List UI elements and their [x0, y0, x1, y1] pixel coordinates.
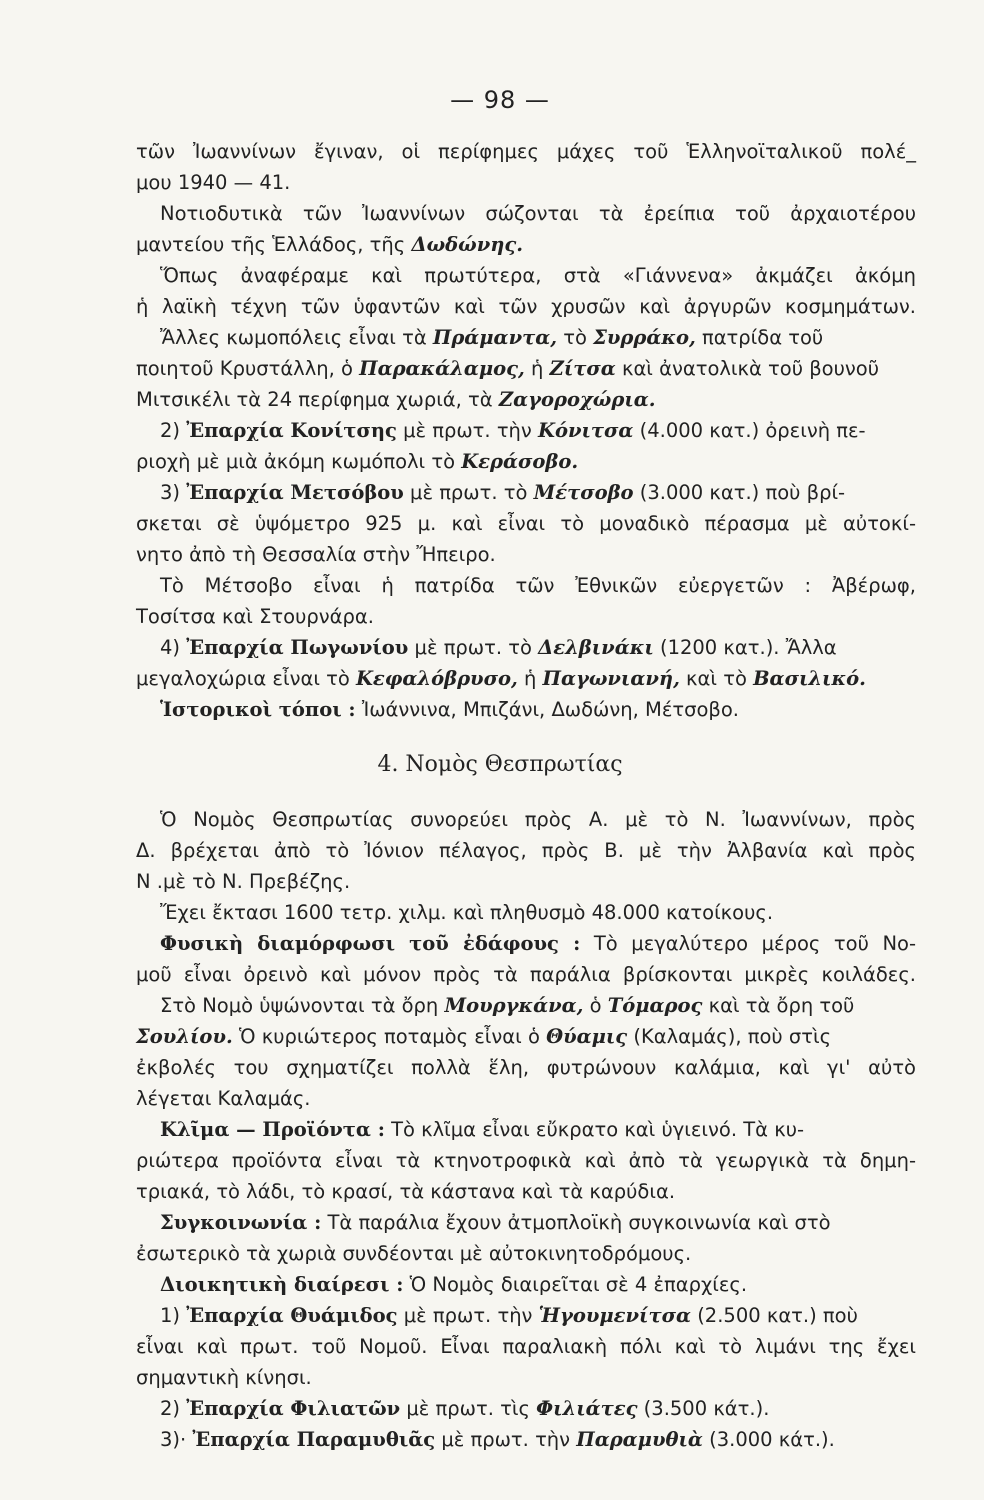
text-line: τῶν Ἰωαννίνων ἔγιναν, οἱ περίφημες μάχες τοῦ Ἑλληνοϊταλικοῦ πολέ_	[136, 140, 916, 163]
text-run: Ὁ κυριώτερος ποταμὸς εἶναι ὁ	[232, 1025, 547, 1048]
text-run: (2.500 κατ.) ποὺ	[691, 1304, 858, 1327]
place-name: Συρράκο,	[593, 326, 696, 349]
text-run: (Καλαμάς), ποὺ στὶς	[627, 1025, 832, 1048]
text-line: Τὸ Μέτσοβο εἶναι ἡ πατρίδα τῶν Ἐθνικῶν εὐεργετῶν : Ἀβέρωφ,	[160, 574, 916, 597]
text-run: (4.000 κατ.) ὀρεινὴ πε-	[633, 419, 866, 442]
text-run: 3)·	[160, 1428, 193, 1451]
text-run: ποιητοῦ Κρυστάλλη, ὁ	[136, 357, 360, 380]
place-name: Δωδώνης.	[411, 233, 524, 256]
text-line: Δ. βρέχεται ἀπὸ τὸ Ἰόνιον πέλαγος, πρὸς Β. μὲ τὴν Ἀλβανία καὶ πρὸς	[136, 839, 916, 862]
text-run: μὲ πρωτ. τὶς	[400, 1397, 537, 1420]
text-run: Τὰ παράλια ἔχουν ἀτμοπλοϊκὴ συγκοινωνία καὶ στὸ	[321, 1211, 831, 1234]
text-run: 2)	[160, 1397, 187, 1420]
text-run: μὲ πρωτ. τὸ	[408, 636, 539, 659]
text-line: σκεται σὲ ὑψόμετρο 925 μ. καὶ εἶναι τὸ μοναδικὸ πέρασμα μὲ αὐτοκί-	[136, 512, 916, 535]
text-run: Μιτσικέλι τὰ 24 περίφημα χωριά, τὰ	[136, 388, 499, 411]
text-run: μὲ πρωτ. τὴν	[435, 1428, 577, 1451]
text-line	[160, 481, 916, 505]
place-name: Πράμαντα,	[432, 326, 558, 349]
text-line	[136, 357, 916, 381]
text-run: 3)	[160, 481, 187, 504]
district-name: Ἐπαρχία Φιλιατῶν	[186, 1397, 401, 1420]
place-name: Παρακάλαμος,	[359, 357, 525, 380]
section-label: Κλῖμα — Προϊόντα :	[160, 1118, 385, 1141]
text-run: (3.000 κάτ.).	[702, 1428, 835, 1451]
place-name: Σουλίου.	[136, 1025, 233, 1048]
text-line	[160, 932, 916, 956]
text-run: 1)	[160, 1304, 187, 1327]
place-name: Ἡγουμενίτσα	[538, 1304, 691, 1327]
text-line	[160, 1428, 916, 1452]
text-run: καὶ ἀνατολικὰ τοῦ βουνοῦ	[615, 357, 879, 380]
text-run: μὲ πρωτ. τὴν	[396, 419, 539, 442]
text-run: (3.000 κατ.) ποὺ βρί-	[633, 481, 846, 504]
text-line	[136, 388, 916, 412]
text-run: μὲ πρωτ. τὴν	[397, 1304, 539, 1327]
place-name: Παγωνιανή,	[542, 667, 680, 690]
text-line	[160, 636, 916, 660]
text-run: ἡ	[517, 667, 543, 690]
place-name: Θύαμις	[546, 1025, 628, 1048]
place-name: Τόμαρος	[607, 994, 703, 1017]
text-line: ριώτερα προϊόντα εἶναι τὰ κτηνοτροφικὰ καὶ ἀπὸ τὰ γεωργικὰ τὰ δημη-	[136, 1149, 916, 1172]
section-label: Διοικητικὴ διαίρεσι :	[160, 1273, 404, 1296]
text-line: Ὅπως ἀναφέραμε καὶ πρωτύτερα, στὰ «Γιάννενα» ἀκμάζει ἀκόμη	[160, 264, 916, 287]
district-name: Ἐπαρχία Πωγωνίου	[186, 636, 409, 659]
text-line: Νοτιοδυτικὰ τῶν Ἰωαννίνων σώζονται τὰ ἐρείπια τοῦ ἀρχαιοτέρου	[160, 202, 916, 225]
text-line: λέγεται Καλαμάς.	[136, 1087, 311, 1110]
text-line	[136, 1025, 916, 1049]
text-line: ἐκβολές του σχηματίζει πολλὰ ἕλη, φυτρώνουν καλάμια, καὶ γι' αὐτὸ	[136, 1056, 916, 1079]
text-line	[160, 1118, 916, 1142]
text-line: Τοσίτσα καὶ Στουρνάρα.	[136, 605, 374, 628]
text-line: μου 1940 — 41.	[136, 171, 291, 194]
text-line	[136, 667, 916, 691]
text-line: ἡ λαϊκὴ τέχνη τῶν ὑφαντῶν καὶ τῶν χρυσῶν καὶ ἀργυρῶν κοσμημάτων.	[136, 295, 916, 318]
text-line: εἶναι καὶ πρωτ. τοῦ Νομοῦ. Εἶναι παραλιακὴ πόλι καὶ τὸ λιμάνι της ἔχει	[136, 1335, 916, 1358]
text-line: τριακά, τὸ λάδι, τὸ κρασί, τὰ κάστανα καὶ τὰ καρύδια.	[136, 1180, 676, 1203]
section-label: Συγκοινωνία :	[160, 1211, 322, 1234]
text-run: μαντείου τῆς Ἑλλάδος, τῆς	[136, 233, 412, 256]
place-name: Φιλιάτες	[536, 1397, 638, 1420]
text-line	[160, 1397, 916, 1421]
text-line	[160, 698, 916, 722]
text-run: καὶ τὸ	[679, 667, 754, 690]
text-run: Ὁ Νομὸς διαιρεῖται σὲ 4 ἐπαρχίες.	[403, 1273, 748, 1296]
place-name: Μέτσοβο	[533, 481, 634, 504]
place-name: Κόνιτσα	[538, 419, 634, 442]
text-run: μὲ πρωτ. τὸ	[403, 481, 534, 504]
text-line	[160, 1304, 916, 1328]
text-run: Στὸ Νομὸ ὑψώνονται τὰ ὄρη	[160, 994, 445, 1017]
text-line: ἐσωτερικὸ τὰ χωριὰ συνδέονται μὲ αὐτοκινητοδρόμους.	[136, 1242, 692, 1265]
district-name: Ἐπαρχία Παραμυθιᾶς	[192, 1428, 436, 1451]
page-number: — 98 —	[450, 86, 550, 114]
text-run: Ἄλλες κωμοπόλεις εἶναι τὰ	[160, 326, 433, 349]
section-label: Ἱστορικοὶ τόποι :	[160, 698, 356, 721]
text-run: πατρίδα τοῦ	[695, 326, 824, 349]
text-line	[136, 233, 916, 257]
text-line: Ν .μὲ τὸ Ν. Πρεβέζης.	[136, 870, 351, 893]
text-line	[160, 994, 916, 1018]
text-run: τὸ	[557, 326, 594, 349]
text-line	[160, 1211, 916, 1235]
place-name: Παραμυθιὰ	[576, 1428, 703, 1451]
text-run: Τὸ μεγαλύτερο μέρος τοῦ Νο-	[580, 932, 916, 955]
text-line	[160, 1273, 916, 1297]
text-run: (3.500 κάτ.).	[637, 1397, 770, 1420]
section-label: Φυσικὴ διαμόρφωσι τοῦ ἐδάφους :	[160, 932, 581, 955]
text-run: ριοχὴ μὲ μιὰ ἀκόμη κωμόπολι τὸ	[136, 450, 462, 473]
text-line	[136, 450, 916, 474]
place-name: Κεφαλόβρυσο,	[355, 667, 518, 690]
place-name: Κεράσοβο.	[461, 450, 579, 473]
place-name: Βασιλικό.	[753, 667, 866, 690]
text-line: νητο ἀπὸ τὴ Θεσσαλία στὴν Ἤπειρο.	[136, 543, 496, 566]
section-heading: 4. Νομὸς Θεσπρωτίας	[377, 752, 623, 777]
place-name: Ζίτσα	[549, 357, 616, 380]
text-run: (1200 κατ.). Ἄλλα	[653, 636, 837, 659]
text-run: 4)	[160, 636, 187, 659]
text-line	[160, 419, 916, 443]
text-run: μεγαλοχώρια εἶναι τὸ	[136, 667, 356, 690]
district-name: Ἐπαρχία Θυάμιδος	[186, 1304, 398, 1327]
text-run: ὁ	[583, 994, 608, 1017]
text-run: καὶ τὰ ὄρη τοῦ	[702, 994, 855, 1017]
text-line: μοῦ εἶναι ὀρεινὸ καὶ μόνον πρὸς τὰ παράλια βρίσκονται μικρὲς κοιλάδες.	[136, 963, 916, 986]
text-line: Ὁ Νομὸς Θεσπρωτίας συνορεύει πρὸς Α. μὲ τὸ Ν. Ἰωαννίνων, πρὸς	[160, 808, 916, 831]
place-name: Μουργκάνα,	[444, 994, 584, 1017]
place-name: Δελβινάκι	[538, 636, 654, 659]
text-line: σημαντικὴ κίνησι.	[136, 1366, 312, 1389]
text-line	[160, 326, 916, 350]
district-name: Ἐπαρχία Κονίτσης	[186, 419, 397, 442]
text-run: 2)	[160, 419, 187, 442]
text-run: Ἰωάννινα, Μπιζάνι, Δωδώνη, Μέτσοβο.	[355, 698, 739, 721]
text-run: ἡ	[524, 357, 550, 380]
district-name: Ἐπαρχία Μετσόβου	[186, 481, 404, 504]
text-line: Ἔχει ἔκτασι 1600 τετρ. χιλμ. καὶ πληθυσμὸ 48.000 κατοίκους.	[160, 901, 774, 924]
text-run: Τὸ κλῖμα εἶναι εὔκρατο καὶ ὑγιεινό. Τὰ κυ-	[384, 1118, 805, 1141]
place-name: Ζαγοροχώρια.	[498, 388, 656, 411]
